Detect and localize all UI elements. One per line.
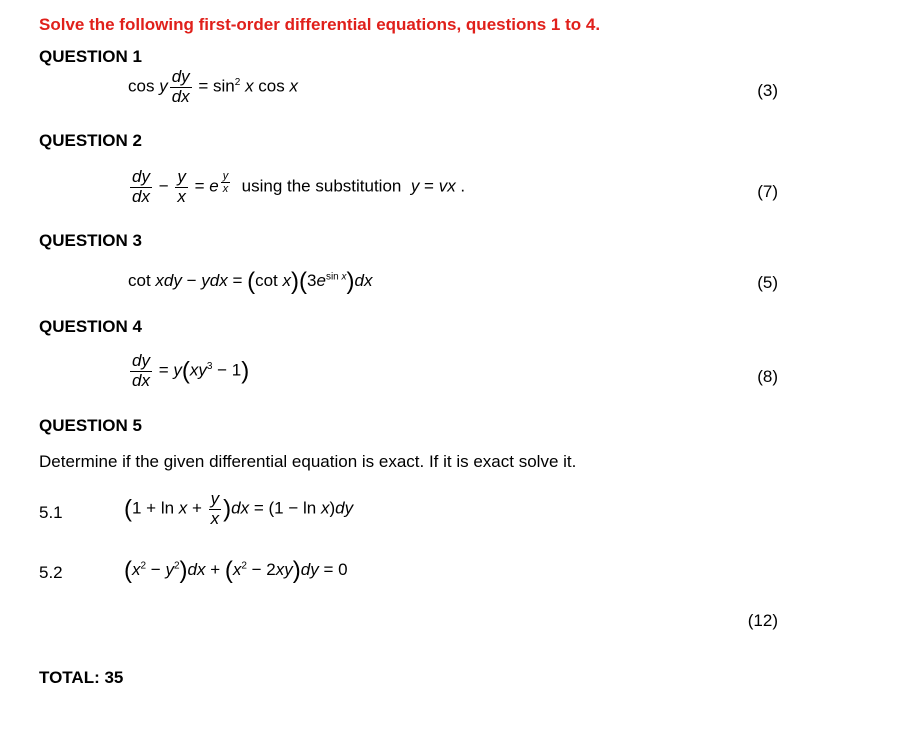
- part-5-2-label: 5.2: [39, 563, 63, 582]
- question-2-heading: QUESTION 2: [39, 131, 142, 150]
- question-4-marks: (8): [757, 367, 778, 386]
- question-5-heading: QUESTION 5: [39, 416, 142, 435]
- question-3-marks: (5): [757, 273, 778, 292]
- question-5-prompt: Determine if the given differential equation is exact. If it is exact solve it.: [39, 452, 577, 471]
- question-1-heading: QUESTION 1: [39, 47, 142, 66]
- question-4-equation: $\frac{dy}{dx}$ = $y(xy^3 - 1)$: [132, 351, 250, 390]
- question-1-marks: (3): [757, 81, 778, 100]
- part-5-2-equation: $(x^2 - y^2)dx + (x^2 - 2xy)dy = 0$: [124, 557, 348, 584]
- question-1-equation: cos y $\frac{dy}{dx}$ = $\sin^2 x$ cos x: [128, 67, 298, 106]
- question-2-equation: $\frac{dy}{dx}$ − $\frac{y}{x}$ = e $^{\frac{y}{x}}$ using the substitution y = vx .: [132, 167, 466, 206]
- part-5-1-equation: (1 + ln x + $\frac{y}{x}$ )dx = (1 − ln x)dy: [124, 489, 354, 528]
- question-3-heading: QUESTION 3: [39, 231, 142, 250]
- question-3-equation: cot xdy − ydx = (cot $x)(3e^{sin x})dx$: [128, 268, 373, 295]
- instruction-heading: Solve the following first-order differential equations, questions 1 to 4.: [39, 15, 601, 34]
- question-5-marks: (12): [747, 611, 778, 630]
- total-marks: TOTAL: 35: [39, 668, 124, 687]
- question-2-text: using the substitution: [241, 176, 402, 196]
- part-5-1-label: 5.1: [39, 503, 63, 522]
- question-2-marks: (7): [757, 182, 778, 201]
- question-4-heading: QUESTION 4: [39, 317, 142, 336]
